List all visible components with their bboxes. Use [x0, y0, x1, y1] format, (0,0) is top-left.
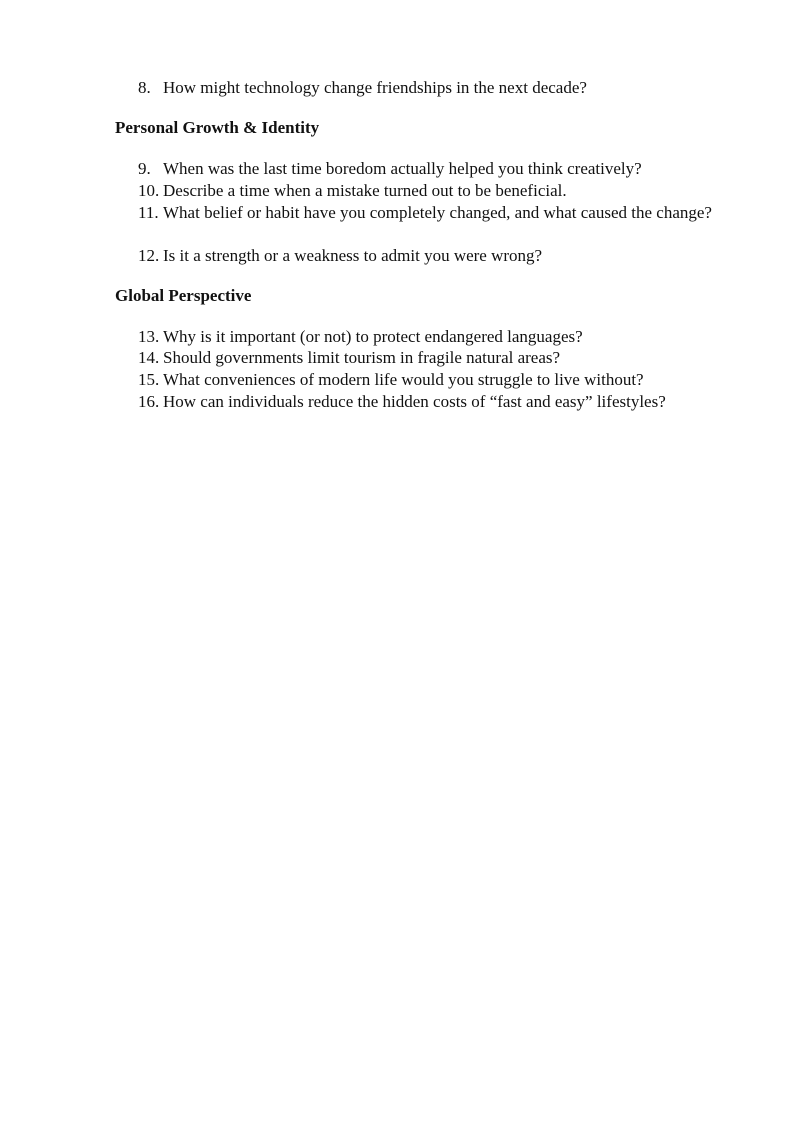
item-text: How might technology change friendships in the next decade? — [163, 78, 587, 97]
item-text: When was the last time boredom actually helped you think creatively? — [163, 159, 642, 178]
item-text: What belief or habit have you completely changed, and what caused the change? — [163, 203, 712, 222]
item-number: 13. — [138, 327, 160, 346]
item-number: 12. — [138, 246, 160, 265]
item-number: 15. — [138, 370, 160, 389]
item-number: 11. — [138, 203, 159, 222]
item-text: What conveniences of modern life would you struggle to live without? — [163, 370, 644, 389]
item-text: How can individuals reduce the hidden costs of “fast and easy” lifestyles? — [163, 392, 666, 411]
item-number: 16. — [138, 392, 160, 411]
item-number: 14. — [138, 348, 160, 367]
section-heading: Personal Growth & Identity — [115, 118, 320, 137]
item-text: Why is it important (or not) to protect endangered languages? — [163, 327, 583, 346]
item-text: Should governments limit tourism in fragile natural areas? — [163, 348, 561, 367]
item-number: 8. — [138, 78, 151, 97]
item-text: Describe a time when a mistake turned out to be beneficial. — [163, 181, 567, 200]
item-number: 10. — [138, 181, 160, 200]
item-text: Is it a strength or a weakness to admit you were wrong? — [163, 246, 543, 265]
section-heading: Global Perspective — [115, 286, 252, 305]
item-number: 9. — [138, 159, 151, 178]
